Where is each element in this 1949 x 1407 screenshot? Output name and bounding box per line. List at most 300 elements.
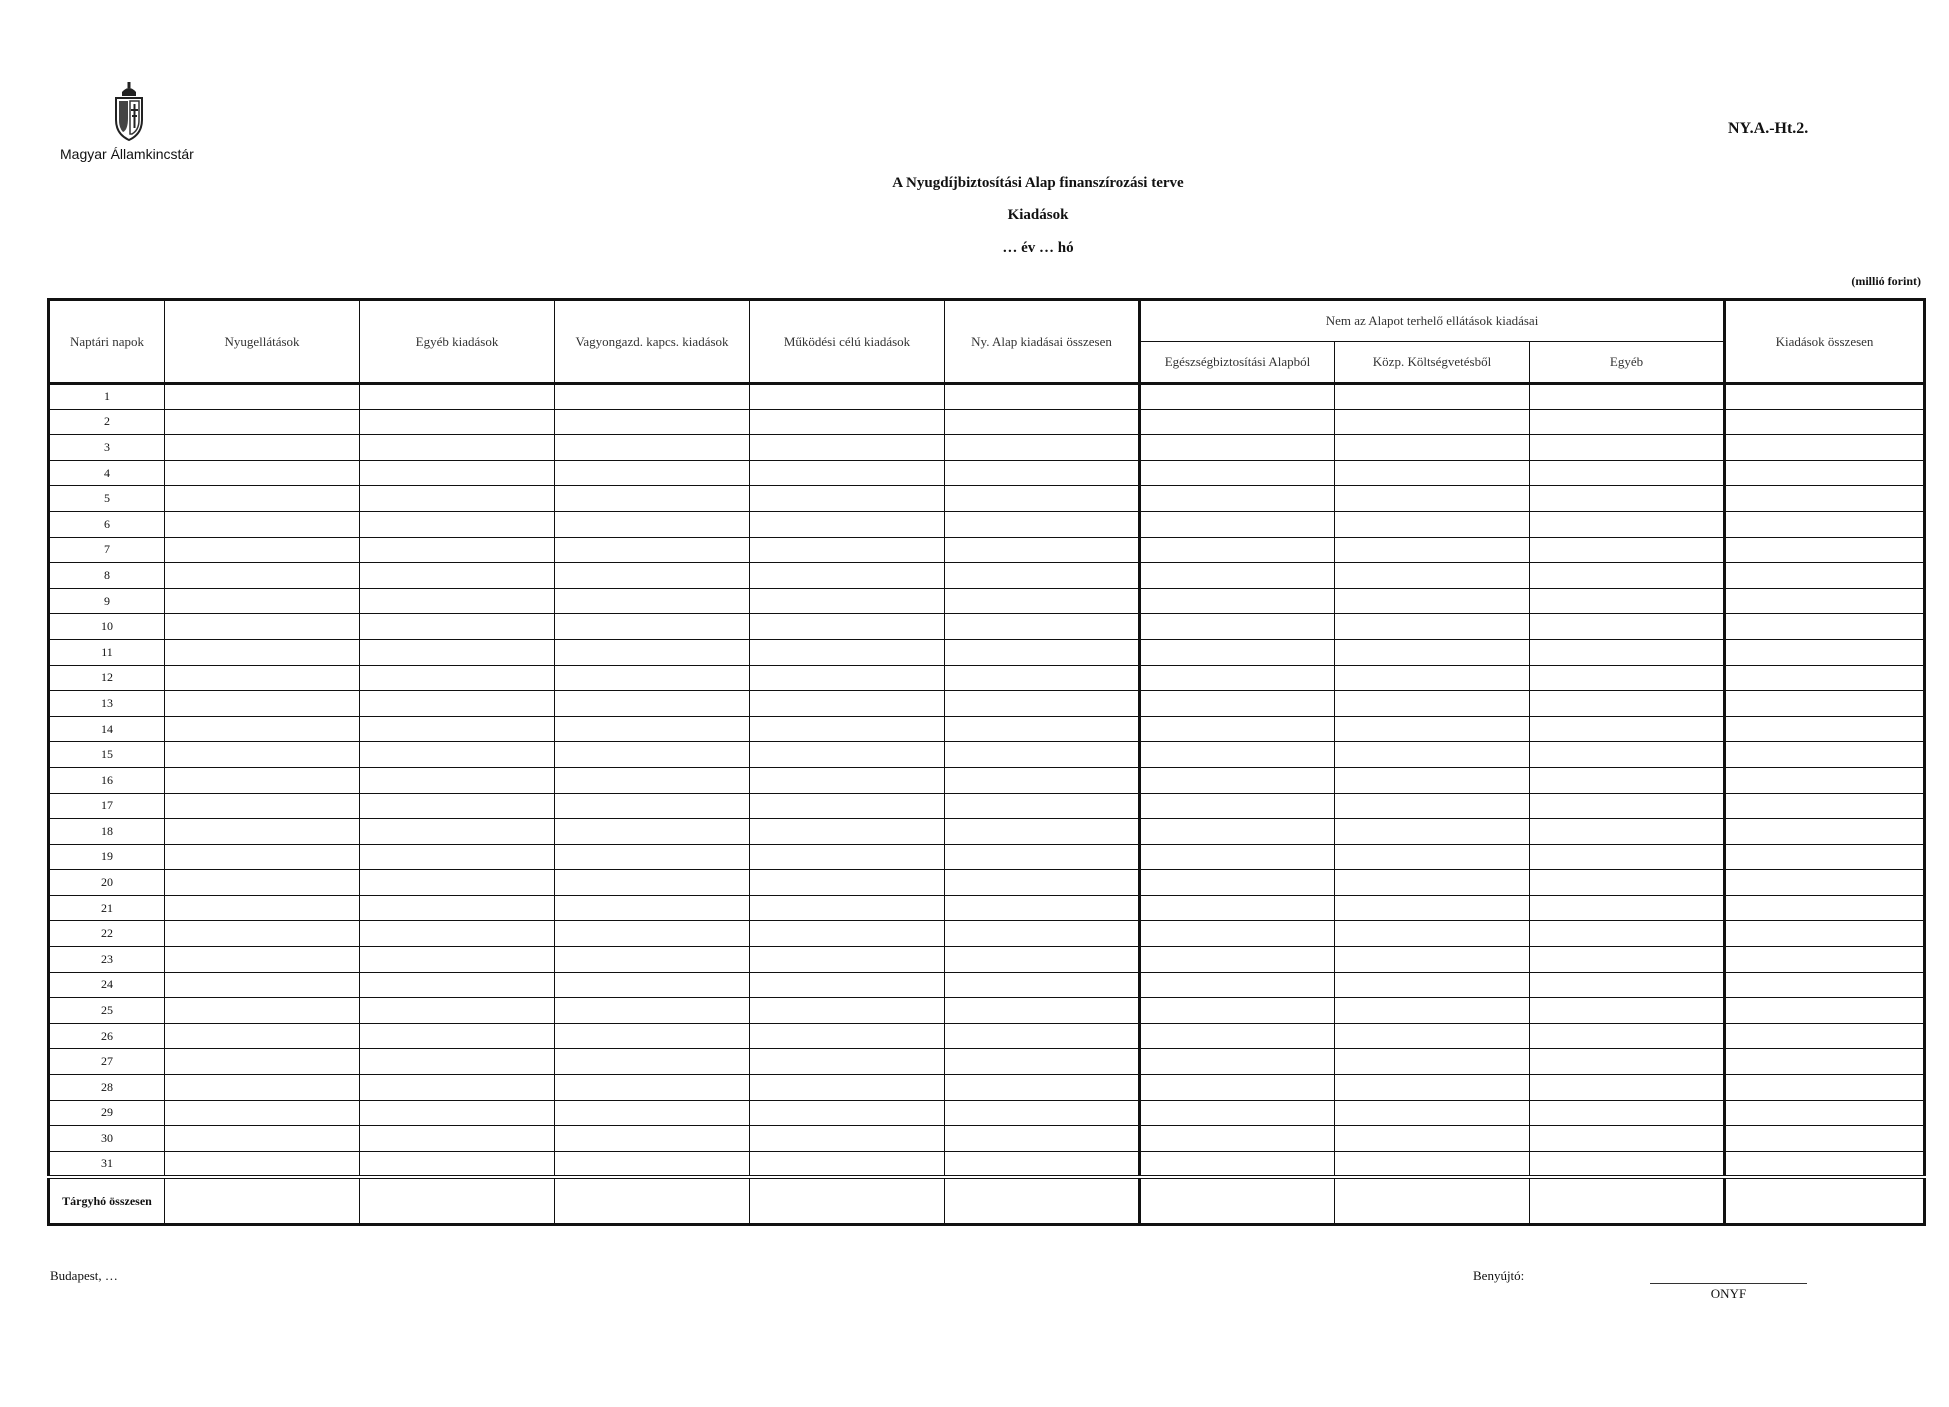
table-cell[interactable] xyxy=(165,998,360,1024)
table-cell[interactable] xyxy=(555,665,750,691)
table-cell[interactable] xyxy=(1530,409,1725,435)
table-cell[interactable] xyxy=(945,1126,1140,1152)
table-cell[interactable] xyxy=(360,895,555,921)
table-cell[interactable] xyxy=(555,384,750,410)
table-cell[interactable] xyxy=(750,1023,945,1049)
table-cell[interactable] xyxy=(945,947,1140,973)
table-cell[interactable] xyxy=(1140,1075,1335,1101)
table-cell[interactable] xyxy=(945,486,1140,512)
table-cell[interactable] xyxy=(750,742,945,768)
table-cell[interactable] xyxy=(1530,588,1725,614)
table-cell[interactable] xyxy=(360,563,555,589)
table-cell[interactable] xyxy=(945,614,1140,640)
table-cell[interactable] xyxy=(1140,691,1335,717)
table-cell[interactable] xyxy=(1335,511,1530,537)
table-cell[interactable] xyxy=(165,767,360,793)
table-cell[interactable] xyxy=(360,435,555,461)
table-cell[interactable] xyxy=(945,819,1140,845)
table-cell[interactable] xyxy=(165,614,360,640)
table-cell[interactable] xyxy=(555,639,750,665)
table-cell[interactable] xyxy=(1335,895,1530,921)
table-cell[interactable] xyxy=(165,435,360,461)
table-cell[interactable] xyxy=(1725,972,1925,998)
table-cell[interactable] xyxy=(1335,1023,1530,1049)
table-cell[interactable] xyxy=(555,947,750,973)
table-cell[interactable] xyxy=(1530,486,1725,512)
table-cell[interactable] xyxy=(360,767,555,793)
table-cell[interactable] xyxy=(750,844,945,870)
table-cell[interactable] xyxy=(945,972,1140,998)
table-cell[interactable] xyxy=(555,563,750,589)
table-cell[interactable] xyxy=(165,384,360,410)
table-cell[interactable] xyxy=(1530,1023,1725,1049)
table-cell[interactable] xyxy=(1530,537,1725,563)
table-cell[interactable] xyxy=(945,921,1140,947)
table-cell[interactable] xyxy=(165,1075,360,1101)
table-cell[interactable] xyxy=(1530,435,1725,461)
table-cell[interactable] xyxy=(1335,793,1530,819)
table-cell[interactable] xyxy=(165,691,360,717)
table-cell[interactable] xyxy=(945,435,1140,461)
table-cell[interactable] xyxy=(1530,639,1725,665)
table-cell[interactable] xyxy=(1140,716,1335,742)
table-cell[interactable] xyxy=(1725,870,1925,896)
table-cell[interactable] xyxy=(945,1023,1140,1049)
table-cell[interactable] xyxy=(1725,435,1925,461)
table-cell[interactable] xyxy=(945,767,1140,793)
table-cell[interactable] xyxy=(1140,870,1335,896)
table-cell[interactable] xyxy=(1335,742,1530,768)
table-cell[interactable] xyxy=(1725,409,1925,435)
table-cell[interactable] xyxy=(165,1100,360,1126)
table-cell[interactable] xyxy=(1335,614,1530,640)
table-cell[interactable] xyxy=(1530,614,1725,640)
table-cell[interactable] xyxy=(360,537,555,563)
table-cell[interactable] xyxy=(945,409,1140,435)
table-cell[interactable] xyxy=(750,870,945,896)
table-cell[interactable] xyxy=(165,486,360,512)
table-cell[interactable] xyxy=(945,384,1140,410)
table-row xyxy=(49,1075,1925,1101)
table-cell[interactable] xyxy=(750,1049,945,1075)
table-cell[interactable] xyxy=(1140,639,1335,665)
table-row xyxy=(49,870,1925,896)
table-cell[interactable] xyxy=(1335,384,1530,410)
table-cell[interactable] xyxy=(165,563,360,589)
table-cell[interactable] xyxy=(165,409,360,435)
table-cell[interactable] xyxy=(1140,998,1335,1024)
table-cell[interactable] xyxy=(750,1151,945,1177)
table-cell[interactable] xyxy=(750,716,945,742)
table-cell[interactable] xyxy=(1530,742,1725,768)
table-cell[interactable] xyxy=(1530,844,1725,870)
table-cell[interactable] xyxy=(1335,921,1530,947)
table-cell[interactable] xyxy=(1725,537,1925,563)
table-cell[interactable] xyxy=(945,844,1140,870)
table-cell[interactable] xyxy=(165,819,360,845)
table-cell[interactable] xyxy=(1335,819,1530,845)
table-cell[interactable] xyxy=(165,511,360,537)
table-cell[interactable] xyxy=(1725,639,1925,665)
table-cell[interactable] xyxy=(360,742,555,768)
table-cell[interactable] xyxy=(1140,742,1335,768)
table-cell[interactable] xyxy=(555,435,750,461)
table-cell[interactable] xyxy=(165,921,360,947)
table-cell[interactable] xyxy=(555,767,750,793)
table-cell[interactable] xyxy=(1335,563,1530,589)
table-cell[interactable] xyxy=(1530,1177,1725,1224)
table-cell[interactable] xyxy=(945,716,1140,742)
table-cell[interactable] xyxy=(1140,1049,1335,1075)
table-cell[interactable] xyxy=(750,486,945,512)
table-cell[interactable] xyxy=(1335,947,1530,973)
table-cell[interactable] xyxy=(555,972,750,998)
table-cell[interactable] xyxy=(945,665,1140,691)
table-cell[interactable] xyxy=(1335,537,1530,563)
table-cell[interactable] xyxy=(360,384,555,410)
table-cell[interactable] xyxy=(1530,563,1725,589)
table-cell[interactable] xyxy=(1140,1126,1335,1152)
table-cell[interactable] xyxy=(165,460,360,486)
table-cell[interactable] xyxy=(555,1177,750,1224)
table-cell[interactable] xyxy=(165,742,360,768)
table-cell[interactable] xyxy=(165,895,360,921)
table-cell[interactable] xyxy=(360,1126,555,1152)
table-cell[interactable] xyxy=(555,614,750,640)
table-cell[interactable] xyxy=(1725,665,1925,691)
table-cell[interactable] xyxy=(1725,895,1925,921)
table-cell[interactable] xyxy=(1140,588,1335,614)
table-cell[interactable] xyxy=(1335,1177,1530,1224)
organization-name: Magyar Államkincstár xyxy=(60,146,194,162)
table-cell[interactable] xyxy=(1725,486,1925,512)
table-cell[interactable] xyxy=(555,409,750,435)
table-cell[interactable] xyxy=(555,998,750,1024)
table-cell[interactable] xyxy=(555,895,750,921)
table-cell[interactable] xyxy=(360,639,555,665)
table-cell[interactable] xyxy=(1335,1100,1530,1126)
table-cell[interactable] xyxy=(555,486,750,512)
table-cell[interactable] xyxy=(360,921,555,947)
table-cell[interactable] xyxy=(1530,1100,1725,1126)
table-cell[interactable] xyxy=(360,1100,555,1126)
table-cell[interactable] xyxy=(1140,665,1335,691)
table-cell[interactable] xyxy=(555,691,750,717)
table-row xyxy=(49,1151,1925,1177)
table-cell[interactable] xyxy=(1335,460,1530,486)
table-cell[interactable] xyxy=(555,844,750,870)
table-cell[interactable] xyxy=(1335,639,1530,665)
table-cell[interactable] xyxy=(1140,384,1335,410)
table-cell[interactable] xyxy=(360,716,555,742)
table-cell[interactable] xyxy=(1725,384,1925,410)
table-cell[interactable] xyxy=(1725,1177,1925,1224)
table-cell[interactable] xyxy=(1140,895,1335,921)
table-cell[interactable] xyxy=(360,691,555,717)
table-cell[interactable] xyxy=(750,767,945,793)
table-cell[interactable] xyxy=(555,921,750,947)
table-cell[interactable] xyxy=(165,1126,360,1152)
table-cell[interactable] xyxy=(1335,409,1530,435)
table-cell[interactable] xyxy=(945,793,1140,819)
table-cell[interactable] xyxy=(1140,767,1335,793)
table-cell[interactable] xyxy=(1725,921,1925,947)
table-cell[interactable] xyxy=(1140,921,1335,947)
table-cell[interactable] xyxy=(750,384,945,410)
table-cell[interactable] xyxy=(1725,588,1925,614)
table-cell[interactable] xyxy=(1725,716,1925,742)
table-cell[interactable] xyxy=(1140,819,1335,845)
table-cell[interactable] xyxy=(750,537,945,563)
table-cell[interactable] xyxy=(1335,665,1530,691)
table-cell[interactable] xyxy=(1140,947,1335,973)
table-cell[interactable] xyxy=(750,639,945,665)
table-cell[interactable] xyxy=(165,870,360,896)
table-cell[interactable] xyxy=(1140,563,1335,589)
table-cell[interactable] xyxy=(1530,793,1725,819)
table-cell[interactable] xyxy=(1335,998,1530,1024)
table-cell[interactable] xyxy=(1725,511,1925,537)
table-cell[interactable] xyxy=(165,972,360,998)
table-cell[interactable] xyxy=(360,844,555,870)
table-cell[interactable] xyxy=(555,537,750,563)
table-cell[interactable] xyxy=(1140,537,1335,563)
table-cell[interactable] xyxy=(1725,563,1925,589)
table-cell[interactable] xyxy=(945,639,1140,665)
table-cell[interactable] xyxy=(165,1049,360,1075)
table-cell[interactable] xyxy=(1530,767,1725,793)
table-cell[interactable] xyxy=(1140,1177,1335,1224)
table-cell[interactable] xyxy=(555,588,750,614)
table-cell[interactable] xyxy=(750,435,945,461)
table-cell[interactable] xyxy=(360,870,555,896)
table-cell[interactable] xyxy=(1725,691,1925,717)
table-cell[interactable] xyxy=(1725,767,1925,793)
table-cell[interactable] xyxy=(165,844,360,870)
table-cell[interactable] xyxy=(360,614,555,640)
table-cell[interactable] xyxy=(1530,895,1725,921)
table-cell[interactable] xyxy=(1335,767,1530,793)
table-cell[interactable] xyxy=(750,793,945,819)
table-cell[interactable] xyxy=(165,665,360,691)
table-cell[interactable] xyxy=(1530,1049,1725,1075)
table-cell[interactable] xyxy=(1725,844,1925,870)
table-cell[interactable] xyxy=(360,460,555,486)
table-row xyxy=(49,1100,1925,1126)
table-cell[interactable] xyxy=(1140,844,1335,870)
table-cell[interactable] xyxy=(945,1049,1140,1075)
table-cell[interactable] xyxy=(165,793,360,819)
table-cell[interactable] xyxy=(165,1023,360,1049)
day-number: 26 xyxy=(49,1023,165,1049)
table-cell[interactable] xyxy=(1530,384,1725,410)
table-cell[interactable] xyxy=(1725,793,1925,819)
table-cell[interactable] xyxy=(1335,1126,1530,1152)
table-cell[interactable] xyxy=(165,588,360,614)
table-cell[interactable] xyxy=(1140,1100,1335,1126)
table-cell[interactable] xyxy=(360,1023,555,1049)
table-cell[interactable] xyxy=(555,1023,750,1049)
table-cell[interactable] xyxy=(1530,716,1725,742)
table-cell[interactable] xyxy=(1335,1049,1530,1075)
table-cell[interactable] xyxy=(1335,870,1530,896)
table-row xyxy=(49,844,1925,870)
table-cell[interactable] xyxy=(1530,921,1725,947)
table-cell[interactable] xyxy=(360,409,555,435)
table-row xyxy=(49,460,1925,486)
table-cell[interactable] xyxy=(945,460,1140,486)
table-cell[interactable] xyxy=(360,793,555,819)
table-cell[interactable] xyxy=(1140,435,1335,461)
table-cell[interactable] xyxy=(945,742,1140,768)
table-cell[interactable] xyxy=(1140,972,1335,998)
table-cell[interactable] xyxy=(1530,1075,1725,1101)
table-cell[interactable] xyxy=(1725,460,1925,486)
table-cell[interactable] xyxy=(1725,819,1925,845)
table-cell[interactable] xyxy=(945,691,1140,717)
table-cell[interactable] xyxy=(555,716,750,742)
table-cell[interactable] xyxy=(555,1126,750,1152)
table-cell[interactable] xyxy=(1725,947,1925,973)
table-cell[interactable] xyxy=(750,1177,945,1224)
table-cell[interactable] xyxy=(360,972,555,998)
table-cell[interactable] xyxy=(750,895,945,921)
table-cell[interactable] xyxy=(360,588,555,614)
table-cell[interactable] xyxy=(360,1075,555,1101)
table-cell[interactable] xyxy=(1530,460,1725,486)
table-cell[interactable] xyxy=(1140,486,1335,512)
table-cell[interactable] xyxy=(750,998,945,1024)
table-cell[interactable] xyxy=(1725,1049,1925,1075)
table-cell[interactable] xyxy=(750,563,945,589)
table-cell[interactable] xyxy=(750,972,945,998)
table-cell[interactable] xyxy=(945,511,1140,537)
table-cell[interactable] xyxy=(750,665,945,691)
table-cell[interactable] xyxy=(165,1177,360,1224)
table-cell[interactable] xyxy=(1140,409,1335,435)
col-header-grand-total: Kiadások összesen xyxy=(1725,300,1925,384)
col-header-other-expenses: Egyéb kiadások xyxy=(360,300,555,384)
table-cell[interactable] xyxy=(555,742,750,768)
table-cell[interactable] xyxy=(555,870,750,896)
table-cell[interactable] xyxy=(1530,998,1725,1024)
table-cell[interactable] xyxy=(360,1151,555,1177)
table-cell[interactable] xyxy=(555,1049,750,1075)
table-cell[interactable] xyxy=(1725,1100,1925,1126)
table-cell[interactable] xyxy=(1335,1151,1530,1177)
table-cell[interactable] xyxy=(945,895,1140,921)
table-cell[interactable] xyxy=(1140,1151,1335,1177)
table-cell[interactable] xyxy=(750,1126,945,1152)
table-cell[interactable] xyxy=(1530,511,1725,537)
table-cell[interactable] xyxy=(945,998,1140,1024)
table-cell[interactable] xyxy=(945,1151,1140,1177)
table-cell[interactable] xyxy=(555,1151,750,1177)
table-cell[interactable] xyxy=(555,511,750,537)
table-cell[interactable] xyxy=(360,819,555,845)
table-cell[interactable] xyxy=(945,1100,1140,1126)
table-cell[interactable] xyxy=(1725,1151,1925,1177)
table-cell[interactable] xyxy=(1140,511,1335,537)
table-cell[interactable] xyxy=(1530,972,1725,998)
table-cell[interactable] xyxy=(1140,793,1335,819)
table-cell[interactable] xyxy=(750,511,945,537)
table-cell[interactable] xyxy=(1725,1075,1925,1101)
table-cell[interactable] xyxy=(750,921,945,947)
table-cell[interactable] xyxy=(1140,460,1335,486)
table-cell[interactable] xyxy=(1335,486,1530,512)
table-cell[interactable] xyxy=(1335,716,1530,742)
table-cell[interactable] xyxy=(750,819,945,845)
table-cell[interactable] xyxy=(1725,998,1925,1024)
table-cell[interactable] xyxy=(945,563,1140,589)
table-cell[interactable] xyxy=(1530,1126,1725,1152)
table-cell[interactable] xyxy=(555,1075,750,1101)
table-cell[interactable] xyxy=(1530,947,1725,973)
table-cell[interactable] xyxy=(945,588,1140,614)
table-cell[interactable] xyxy=(1335,435,1530,461)
table-cell[interactable] xyxy=(1140,614,1335,640)
table-cell[interactable] xyxy=(555,1100,750,1126)
table-cell[interactable] xyxy=(1335,972,1530,998)
table-cell[interactable] xyxy=(360,665,555,691)
table-cell[interactable] xyxy=(750,460,945,486)
table-cell[interactable] xyxy=(360,998,555,1024)
table-cell[interactable] xyxy=(165,716,360,742)
table-cell[interactable] xyxy=(1335,1075,1530,1101)
table-cell[interactable] xyxy=(1335,588,1530,614)
table-cell[interactable] xyxy=(1725,614,1925,640)
table-cell[interactable] xyxy=(750,588,945,614)
table-cell[interactable] xyxy=(555,793,750,819)
table-cell[interactable] xyxy=(1140,1023,1335,1049)
table-cell[interactable] xyxy=(165,1151,360,1177)
table-cell[interactable] xyxy=(360,947,555,973)
table-cell[interactable] xyxy=(555,819,750,845)
table-cell[interactable] xyxy=(165,639,360,665)
table-cell[interactable] xyxy=(360,511,555,537)
table-cell[interactable] xyxy=(1335,844,1530,870)
table-cell[interactable] xyxy=(1530,870,1725,896)
table-cell[interactable] xyxy=(945,1177,1140,1224)
table-cell[interactable] xyxy=(750,1075,945,1101)
table-cell[interactable] xyxy=(360,486,555,512)
table-cell[interactable] xyxy=(945,1075,1140,1101)
table-cell[interactable] xyxy=(1725,1023,1925,1049)
day-number: 13 xyxy=(49,691,165,717)
table-cell[interactable] xyxy=(945,537,1140,563)
table-cell[interactable] xyxy=(1335,691,1530,717)
table-row xyxy=(49,537,1925,563)
table-cell[interactable] xyxy=(750,409,945,435)
table-cell[interactable] xyxy=(750,614,945,640)
table-cell[interactable] xyxy=(1530,665,1725,691)
table-cell[interactable] xyxy=(1725,1126,1925,1152)
table-cell[interactable] xyxy=(1725,742,1925,768)
table-cell[interactable] xyxy=(360,1177,555,1224)
table-cell[interactable] xyxy=(1530,819,1725,845)
table-cell[interactable] xyxy=(165,537,360,563)
table-cell[interactable] xyxy=(555,460,750,486)
table-cell[interactable] xyxy=(1530,691,1725,717)
table-cell[interactable] xyxy=(165,947,360,973)
table-cell[interactable] xyxy=(750,947,945,973)
table-cell[interactable] xyxy=(1530,1151,1725,1177)
table-cell[interactable] xyxy=(750,1100,945,1126)
table-cell[interactable] xyxy=(360,1049,555,1075)
table-cell[interactable] xyxy=(750,691,945,717)
table-cell[interactable] xyxy=(945,870,1140,896)
